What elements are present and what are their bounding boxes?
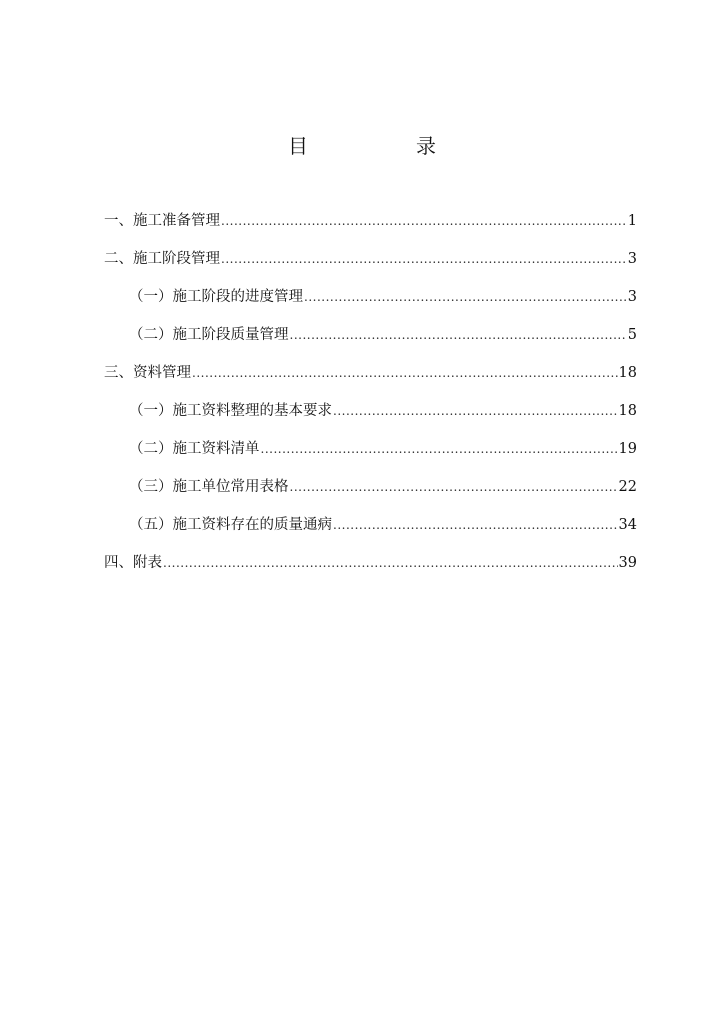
toc-dot-leader <box>333 514 618 536</box>
toc-page-number: 22 <box>618 479 637 495</box>
toc-dot-leader <box>261 438 618 460</box>
toc-entry[interactable] <box>104 438 637 476</box>
toc-entry-label: 一、施工准备管理 <box>104 213 220 229</box>
toc-page-number: 34 <box>618 517 637 533</box>
toc-page-number: 3 <box>627 289 637 305</box>
toc-entry-label: 四、附表 <box>104 555 162 571</box>
toc-dot-leader <box>221 248 627 270</box>
toc-entry[interactable] <box>104 324 637 362</box>
toc-entry[interactable] <box>104 552 637 590</box>
toc-page-number: 19 <box>618 441 637 457</box>
table-of-contents <box>104 210 637 590</box>
toc-entry[interactable] <box>104 362 637 400</box>
toc-page-number: 5 <box>627 327 637 343</box>
toc-entry[interactable] <box>104 286 637 324</box>
toc-dot-leader <box>163 552 618 574</box>
toc-entry-label: （二）施工阶段质量管理 <box>129 327 289 343</box>
toc-page-number: 39 <box>618 555 637 571</box>
toc-dot-leader <box>192 362 618 384</box>
toc-entry-label: 三、资料管理 <box>104 365 191 381</box>
toc-entry[interactable] <box>104 210 637 248</box>
toc-entry[interactable] <box>104 476 637 514</box>
toc-entry-label: （五）施工资料存在的质量通病 <box>129 517 332 533</box>
toc-dot-leader <box>333 400 618 422</box>
toc-entry-label: 二、施工阶段管理 <box>104 251 220 267</box>
toc-entry-label: （一）施工阶段的进度管理 <box>129 289 303 305</box>
toc-entry[interactable] <box>104 400 637 438</box>
toc-title: 目 录 <box>288 134 480 158</box>
toc-page-number: 18 <box>618 365 637 381</box>
toc-entry-label: （三）施工单位常用表格 <box>129 479 289 495</box>
toc-page-number: 1 <box>627 213 637 229</box>
toc-dot-leader <box>304 286 627 308</box>
toc-entry[interactable] <box>104 514 637 552</box>
toc-page-number: 3 <box>627 251 637 267</box>
toc-dot-leader <box>290 324 627 346</box>
toc-page-number: 18 <box>618 403 637 419</box>
toc-dot-leader <box>221 210 627 232</box>
toc-entry-label: （一）施工资料整理的基本要求 <box>129 403 332 419</box>
toc-entry[interactable] <box>104 248 637 286</box>
toc-entry-label: （二）施工资料清单 <box>129 441 260 457</box>
toc-dot-leader <box>290 476 618 498</box>
